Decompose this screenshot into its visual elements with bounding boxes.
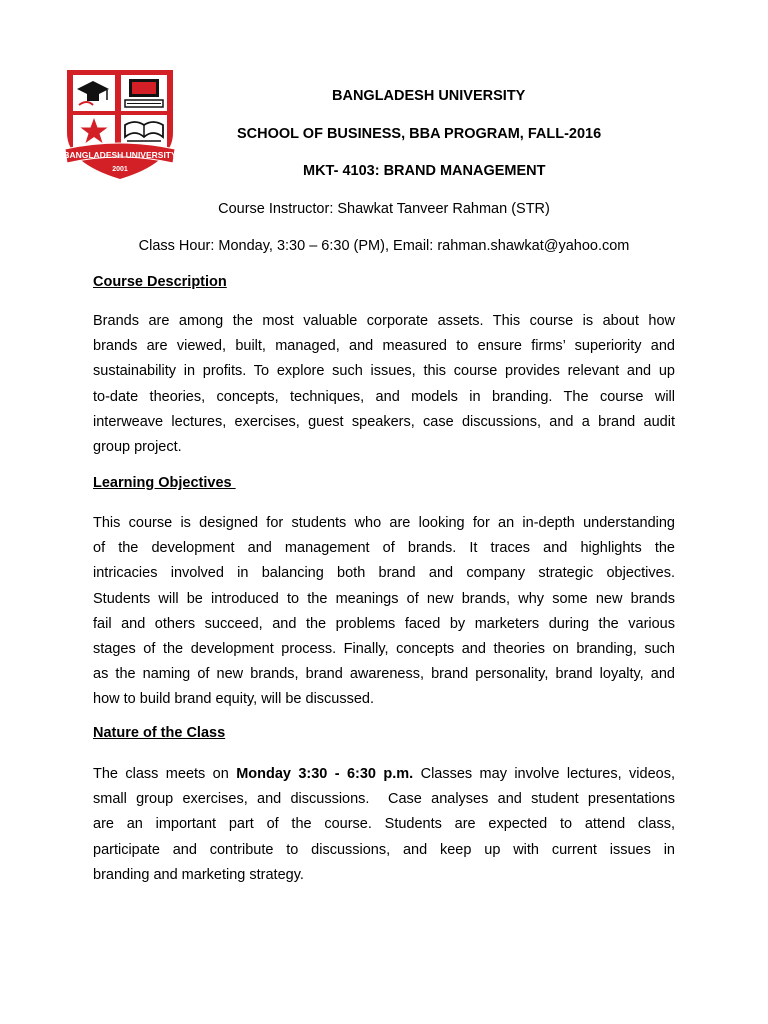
meeting-followup-text: Classes may involve lectures, videos, [413, 766, 675, 782]
paragraph-line: interweave lectures, exercises, guest speakers, case discussions, and a brand audit [93, 413, 675, 430]
meeting-time-bold: Monday 3:30 - 6:30 p.m. [236, 766, 414, 782]
paragraph-line: group project. [93, 438, 182, 455]
paragraph-line: as the naming of new brands, brand awareness, brand personality, brand loyalty, and [93, 666, 675, 683]
paragraph-line: small group exercises, and discussions. Case analyses and student presentations [93, 791, 675, 808]
paragraph-line: of the development and management of brands. It traces and highlights the [93, 540, 675, 557]
learning-objectives-heading: Learning Objectives [93, 475, 236, 491]
paragraph-line: how to build brand equity, will be discussed. [93, 691, 375, 708]
paragraph-line: intricacies involved in balancing both brand and company strategic objectives. [93, 565, 675, 582]
meeting-intro-text: The class meets on [93, 766, 237, 782]
learning-objectives-paragraph [93, 511, 675, 713]
logo-year-text: 2001 [112, 166, 128, 173]
nature-of-class-heading: Nature of the Class [93, 725, 226, 741]
paragraph-line: sustainability in profits. To explore such issues, this course provides relevant and up [93, 363, 675, 380]
course-instructor: Course Instructor: Shawkat Tanveer Rahman (STR) [218, 201, 550, 217]
paragraph-line-first [93, 762, 675, 787]
course-description-heading: Course Description [93, 274, 227, 290]
course-description-paragraph [93, 309, 675, 460]
paragraph-line: This course is designed for students who are looking for an in-depth understanding [93, 515, 675, 531]
course-title: MKT- 4103: BRAND MANAGEMENT [303, 163, 546, 179]
university-name: BANGLADESH UNIVERSITY [332, 88, 526, 104]
paragraph-line: stages of the development process. Finally, concepts and theories on branding, such [93, 640, 675, 657]
paragraph-line: brands are viewed, built, managed, and measured to ensure firms’ superiority and [93, 338, 675, 355]
nature-of-class-paragraph [93, 762, 675, 888]
logo-name-text: BANGLADESH UNIVERSITY [63, 150, 177, 160]
class-hour-email: Class Hour: Monday, 3:30 – 6:30 (PM), Email: rahman.shawkat@yahoo.com [138, 238, 630, 254]
paragraph-line: branding and marketing strategy. [93, 866, 304, 883]
paragraph-line: to-date theories, concepts, techniques, and models in branding. The course will [93, 388, 675, 405]
paragraph-line: Brands are among the most valuable corporate assets. This course is about how [93, 313, 675, 329]
paragraph-line: participate and contribute to discussions, and keep up with current issues in [93, 841, 675, 858]
paragraph-line: are an important part of the course. Students are expected to attend class, [93, 816, 675, 833]
paragraph-line: Students will be introduced to the meanings of new brands, why some new brands [93, 590, 675, 607]
school-program: SCHOOL OF BUSINESS, BBA PROGRAM, FALL-2016 [237, 126, 602, 142]
paragraph-line: fail and others succeed, and the problems faced by marketers during the various [93, 615, 675, 632]
